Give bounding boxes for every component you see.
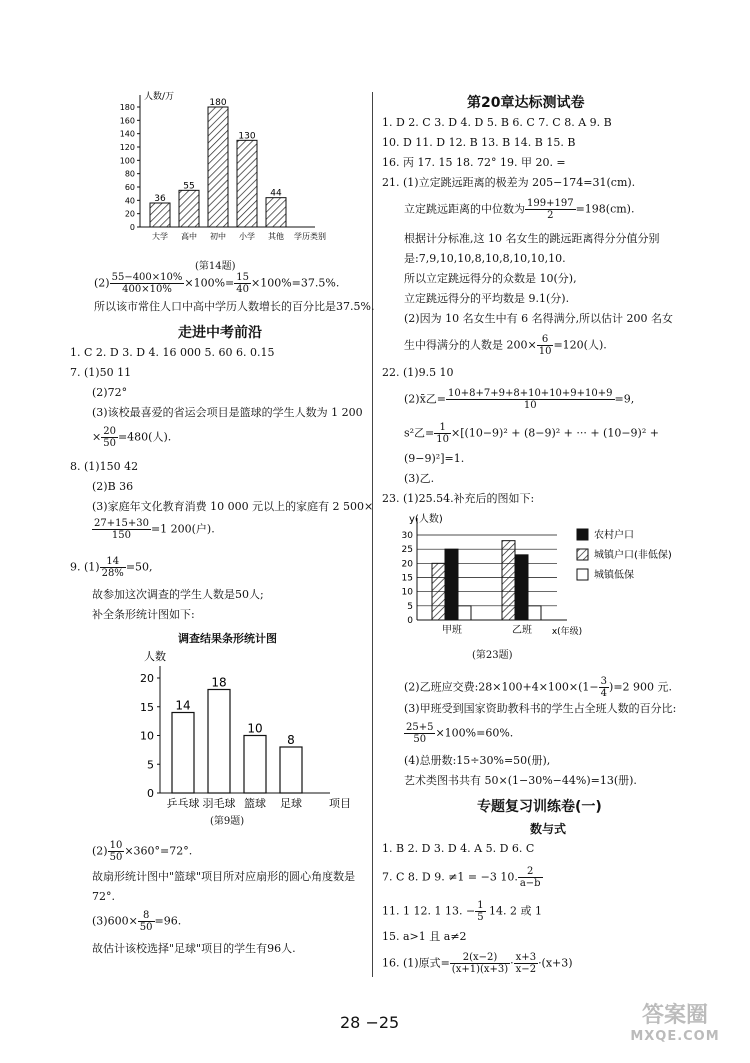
y-tick-label: 140: [119, 129, 135, 139]
y-tick-label: 0: [147, 787, 154, 800]
bar: [280, 747, 302, 793]
legend-label: 农村户口: [594, 530, 634, 541]
r-answers-16-20: 16. 丙 17. 15 18. 72° 19. 甲 20. =: [382, 156, 566, 169]
watermark-logo: 答案圈 MXQE.COM: [630, 1003, 720, 1044]
bar-data-label: 44: [270, 188, 282, 199]
r-q21-mean: 立定跳远得分的平均数是 9.1(分).: [404, 292, 570, 305]
r-q23-4b: 艺术类图书共有 50×(1−30%−44%)=13(册).: [404, 774, 637, 787]
y-tick-label: 25: [401, 545, 413, 556]
y-tick-label: 0: [129, 223, 135, 232]
y-tick-label: 40: [124, 196, 135, 206]
chart-9: [130, 648, 360, 808]
bar-data-label: 36: [154, 194, 166, 204]
chart-9-title: 调查结果条形统计图: [178, 632, 277, 645]
r-q21-median: 立定跳远距离的中位数为 $\frac{199+197}{2}$ =198(cm).: [404, 198, 635, 221]
s1-q7-3b: × $\frac{20}{50}$ =480(人).: [92, 426, 172, 449]
r-q23-3b: $\frac{25+5}{50}$ ×100%=60%.: [406, 722, 514, 745]
x-tick-label: 高中: [181, 232, 197, 241]
y-tick-label: 30: [401, 531, 413, 541]
legend-swatch: [577, 549, 588, 560]
column-divider: [372, 92, 373, 977]
s1-q8-3: (3)家庭年文化教育消费 10 000 元以上的家庭有 2 500×: [92, 500, 374, 513]
r-q21-2b: 生中得满分的人数是 200× $\frac{6}{10}$ =120(人).: [404, 334, 607, 357]
s1-q7-2: (2)72°: [92, 386, 128, 399]
y-tick-label: 5: [147, 758, 154, 772]
chart-14-caption: (第14题): [195, 261, 236, 272]
chart-14: [110, 85, 350, 255]
bar: [528, 606, 541, 620]
r-q22-variance: s²乙= $\frac{1}{10}$ ×[(10−9)² + (8−9)² + ··· + (10−9)² +: [404, 422, 659, 445]
x-tick-label: 足球: [280, 797, 302, 808]
r-q23-2: (2)乙班应交费:28×100+4×100×(1− $\frac{3}{4}$ )=2 900 元.: [404, 676, 673, 699]
page-number: 28 −25: [340, 1013, 400, 1032]
y-tick-label: 10: [140, 729, 154, 743]
bar: [150, 203, 170, 227]
bar: [515, 555, 528, 620]
y-tick-label: 160: [119, 116, 135, 126]
s1-q9-1: 9. (1) $\frac{14}{28\%}$ =50,: [70, 556, 153, 579]
bar: [244, 736, 266, 794]
bar-data-label: 55: [183, 181, 195, 192]
bar-data-label: 180: [209, 98, 227, 108]
x-tick-label: 其他: [268, 232, 284, 241]
y-axis-label: y(人数): [409, 514, 443, 525]
s1-q9-conclusion: 故参加这次调查的学生人数是50人;: [92, 588, 264, 601]
bar: [208, 107, 228, 227]
legend-swatch: [577, 569, 588, 580]
y-tick-label: 10: [401, 587, 413, 598]
y-tick-label: 0: [407, 616, 413, 626]
x-tick-label: 学历类别: [294, 232, 326, 241]
y-tick-label: 5: [407, 601, 413, 612]
s1-answers-1-6: 1. C 2. D 3. D 4. 16 000 5. 60 6. 0.15: [70, 346, 275, 359]
legend-label: 城镇户口(非低保): [594, 550, 672, 561]
r-review-15: 15. a>1 且 a≠2: [382, 930, 467, 943]
s1-q7-1: 7. (1)50 11: [70, 366, 132, 379]
bar: [172, 713, 194, 794]
r-q21-scores-b: 是:7,9,10,10,8,10,8,10,10,10.: [404, 252, 566, 265]
chart-23-caption: (第23题): [472, 650, 513, 661]
r-q21-scores: 根据计分标准,这 10 名女生的跳远距离得分分值分别: [404, 232, 660, 245]
x-tick-label: 乙班: [512, 625, 532, 636]
x-tick-label: 初中: [210, 232, 226, 241]
legend-swatch: [577, 529, 588, 540]
bar-data-label: 130: [238, 131, 256, 142]
legend-label: 城镇低保: [594, 570, 634, 581]
r-review-11-14: 11. 1 12. 1 13. − $\frac{1}{5}$ 14. 2 或 1: [382, 900, 543, 923]
r-q23-4: (4)总册数:15÷30%=50(册),: [404, 754, 551, 767]
y-tick-label: 20: [401, 559, 413, 570]
section-subtitle-numbers: 数与式: [530, 822, 567, 836]
s1-q9-chart-intro: 补全条形统计图如下:: [92, 608, 195, 621]
s1-q7-3: (3)该校最喜爱的省运会项目是篮球的学生人数为 1 200: [92, 406, 363, 419]
r-q23-3: (3)甲班受到国家资助教科书的学生占全班人数的百分比:: [404, 702, 677, 715]
y-tick-label: 80: [124, 169, 135, 179]
section-title-ch20: 第20章达标测试卷: [467, 95, 585, 111]
r-q21-2: (2)因为 10 名女生中有 6 名得满分,所以估计 200 名女: [404, 312, 674, 325]
chart-23: [392, 510, 742, 650]
x-tick-label: 甲班: [442, 625, 462, 636]
s1-q9-2: (2) $\frac{10}{50}$ ×360°=72°.: [92, 840, 193, 863]
bar: [502, 541, 515, 620]
r-q23-1: 23. (1)25.54.补充后的图如下:: [382, 492, 535, 505]
r-review-1-6: 1. B 2. D 3. D 4. A 5. D 6. C: [382, 842, 535, 855]
x-tick-label: 羽毛球: [202, 797, 236, 808]
bar: [208, 690, 230, 794]
x-tick-label: 篮球: [244, 797, 266, 808]
y-tick-label: 60: [124, 183, 135, 192]
r-q22-2: (2)x̄乙= $\frac{10+8+7+9+8+10+10+9+10+9}{10}$ =9,: [404, 388, 635, 411]
x-tick-label: 小学: [239, 232, 255, 241]
s1-q8-1: 8. (1)150 42: [70, 460, 139, 473]
section-title-zhongkao: 走进中考前沿: [178, 325, 262, 341]
s1-q8-3b: $\frac{27+15+30}{150}$ =1 200(户).: [94, 518, 215, 541]
s1-q8-2: (2)B 36: [92, 480, 134, 493]
x-tick-label: 乒乓球: [166, 797, 200, 808]
y-axis-label: 人数: [144, 650, 166, 663]
bar: [458, 606, 471, 620]
section-title-review1: 专题复习训练卷(一): [477, 799, 602, 815]
x-axis-label: x(年级): [551, 627, 583, 637]
y-tick-label: 100: [119, 156, 135, 166]
r-answers-10-15: 10. D 11. D 12. B 13. B 14. B 15. B: [382, 136, 576, 149]
x-axis-label: 项目: [329, 797, 351, 808]
r-q22-3: (3)乙.: [404, 472, 435, 485]
s1-q9-3-conclusion: 故估计该校选择"足球"项目的学生有96人.: [92, 942, 296, 955]
r-answers-1-9: 1. D 2. C 3. D 4. D 5. B 6. C 7. C 8. A 9. B: [382, 116, 612, 129]
q14-conclusion: 所以该市常住人口中高中学历人数增长的百分比是37.5%.: [94, 300, 375, 313]
bar-data-label: 8: [287, 733, 295, 747]
chart-9-caption: (第9题): [210, 816, 245, 827]
y-tick-label: 180: [119, 103, 135, 112]
y-axis-label: 人数/万: [144, 92, 175, 102]
s1-q9-2-conclusion-b: 72°.: [92, 890, 115, 903]
bar: [445, 549, 458, 620]
r-review-16: 16. (1)原式= $\frac{2(x-2)}{(x+1)(x+3)}$ · $\frac{x+3}{x-2}$ ·(x+3): [382, 952, 573, 975]
y-tick-label: 120: [119, 143, 135, 152]
s1-q9-2-conclusion: 故扇形统计图中"篮球"项目所对应扇形的圆心角度数是: [92, 870, 356, 883]
y-tick-label: 15: [140, 700, 154, 714]
bar: [237, 140, 257, 227]
y-tick-label: 20: [124, 209, 135, 219]
s1-q9-3: (3)600× $\frac{8}{50}$ =96.: [92, 910, 182, 933]
bar: [179, 190, 199, 227]
r-q22-variance-b: (9−9)²]=1.: [404, 452, 465, 465]
r-review-7-10: 7. C 8. D 9. ≠1 = −3 10. $\frac{2}{a-b}$: [382, 866, 541, 889]
x-tick-label: 大学: [152, 232, 168, 241]
r-q22-1: 22. (1)9.5 10: [382, 366, 454, 379]
q14-part2: (2) $\frac{55-400\times 10\%}{400\times 10\%}$ ×100%= $\frac{15}{40}$ ×100%=37.5%.: [94, 272, 340, 295]
y-tick-label: 15: [401, 573, 413, 584]
bar-data-label: 18: [211, 675, 227, 690]
bar: [432, 563, 445, 620]
bar: [266, 198, 286, 227]
bar-data-label: 10: [247, 721, 263, 736]
bar-data-label: 14: [175, 698, 191, 713]
r-q21-mode: 所以立定跳远得分的众数是 10(分),: [404, 272, 577, 285]
y-tick-label: 20: [140, 672, 154, 685]
r-q21-1: 21. (1)立定跳远距离的极差为 205−174=31(cm).: [382, 176, 636, 189]
